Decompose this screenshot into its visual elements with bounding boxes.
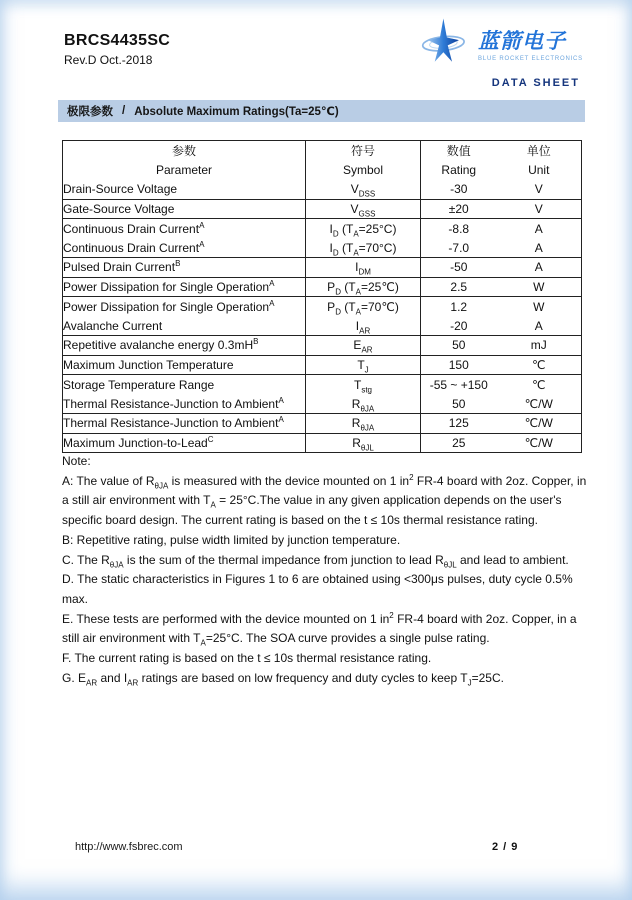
table-header-row-en: [63, 160, 582, 180]
table-header-row-zh: [63, 141, 582, 161]
revision-date: Rev.D Oct.-2018: [64, 53, 153, 67]
table-row: [63, 277, 582, 297]
note-line: A: The value of $R_{\theta JA}$ is measured with the device mounted on 1 $in^2$ FR-4 board with 2oz. Copper, in a still air environment with $T_A = 25^\circ C.The$ value in any given application depends on the user's specific board design. The current rating is based on the t ≤ 10s thermal resistance rating.: [62, 472, 587, 528]
doc-type-label: DATA SHEET: [491, 77, 580, 89]
cell-rating: -7.0: [421, 238, 497, 258]
cell-symbol: $V_{GSS}$: [306, 199, 421, 219]
cell-symbol: $T_{stg}$: [306, 375, 421, 395]
cell-unit: A: [497, 258, 582, 278]
cell-unit: A: [497, 316, 582, 336]
note-line: B: Repetitive rating, pulse width limited by junction temperature.: [62, 532, 401, 547]
brand-logo-top: [420, 16, 583, 71]
cell-unit: V: [497, 199, 582, 219]
brand-name-cn: 蓝箭电子: [478, 30, 566, 53]
cell-parameter: Continuous Drain Current$^A$: [63, 219, 306, 239]
cell-rating: 150: [421, 355, 497, 375]
cell-rating: 25: [452, 435, 466, 450]
cell-parameter: Continuous Drain Current$^A$: [63, 238, 306, 258]
cell-parameter: Avalanche Current: [63, 316, 306, 336]
page-number: 2 / 9: [492, 841, 519, 853]
cell-symbol: $E_{AR}$: [306, 336, 421, 356]
brand-logo: [420, 16, 583, 89]
cell-parameter: Maximum Junction-to-Lead$^C$: [63, 433, 306, 453]
part-number: BRCS4435SC: [64, 32, 171, 49]
col-header-rating-zh: 数值: [446, 143, 471, 158]
cell-unit: A: [534, 221, 543, 236]
cell-rating: ±20: [421, 199, 497, 219]
table-row: [63, 414, 582, 434]
cell-symbol: $R_{\theta JA}$: [306, 414, 421, 434]
col-header-rating-en: Rating: [441, 162, 477, 177]
note-line: G. $E_{AR}$ and $I_{AR}$ ratings are based on low frequency and duty cycles to keep $T_J=25C$.: [62, 670, 504, 688]
cell-rating: 125: [421, 414, 497, 434]
cell-unit: A: [497, 238, 582, 258]
cell-symbol: $R_{\theta JL}$: [306, 433, 421, 453]
table-row: [63, 316, 582, 336]
cell-symbol: $V_{DSS}$: [306, 180, 421, 200]
cell-rating: -20: [421, 316, 497, 336]
cell-rating: -55 ~ +150: [429, 377, 488, 392]
table-row: [63, 180, 582, 200]
cell-unit: ℃: [497, 355, 582, 375]
cell-rating: -50: [421, 258, 497, 278]
cell-rating: -8.8: [448, 221, 470, 236]
cell-symbol: $I_{AR}$: [306, 316, 421, 336]
cell-symbol: $P_D$ $(T_A=70℃)$: [306, 297, 421, 317]
note-line: D. The static characteristics in Figures 1 to 6 are obtained using <300μs pulses, duty cycle 0.5% max.: [62, 572, 573, 606]
cell-rating: 50: [421, 394, 497, 414]
cell-parameter: Thermal Resistance-Junction to Ambient$^A$: [63, 394, 306, 414]
ratings-table: [62, 140, 582, 453]
cell-symbol: $R_{\theta JA}$: [306, 394, 421, 414]
notes-section: [62, 452, 587, 688]
cell-unit: mJ: [497, 336, 582, 356]
doc-header: [64, 32, 170, 67]
cell-rating: 50: [421, 336, 497, 356]
cell-parameter: Gate-Source Voltage: [63, 199, 306, 219]
table-row: [63, 355, 582, 375]
section-title-en: Absolute Maximum Ratings(Ta=25℃): [134, 106, 339, 118]
col-header-parameter-en: Parameter: [63, 160, 306, 180]
rocket-star-icon: [420, 16, 472, 71]
table-row: [63, 258, 582, 278]
cell-parameter: Storage Temperature Range: [63, 375, 306, 395]
footer-url-link[interactable]: http://www.fsbrec.com: [75, 841, 183, 853]
cell-parameter: Thermal Resistance-Junction to Ambient$^A$: [63, 414, 306, 434]
cell-unit: ℃/W: [497, 394, 582, 414]
brand-name-en: BLUE ROCKET ELECTRONICS: [478, 56, 583, 62]
col-header-unit-en: Unit: [528, 162, 550, 177]
cell-unit: ℃/W: [497, 414, 582, 434]
cell-rating: 1.2: [450, 299, 468, 314]
cell-parameter: Power Dissipation for Single Operation$^A$: [63, 297, 306, 317]
brand-text: [478, 25, 583, 62]
cell-parameter: Power Dissipation for Single Operation$^A$: [63, 277, 306, 297]
table-row: [63, 375, 582, 395]
cell-symbol: $I_D$ $(T_A=70^\circ C)$: [306, 238, 421, 258]
cell-symbol: $I_{DM}$: [306, 258, 421, 278]
cell-parameter: Pulsed Drain Current$^B$: [63, 258, 306, 278]
col-header-unit-zh: 单位: [526, 143, 551, 158]
col-header-symbol-zh: 符号: [306, 141, 421, 161]
cell-parameter: Maximum Junction Temperature: [63, 355, 306, 375]
cell-rating: 2.5: [421, 277, 497, 297]
table-row: [63, 394, 582, 414]
note-line: C. The $R_{\theta JA}$ is the sum of the thermal impedance from junction to lead $R_{\theta JL}$ and lead to ambient.: [62, 552, 569, 569]
cell-unit: ℃: [532, 377, 546, 392]
table-row: [63, 433, 582, 453]
cell-rating: -30: [421, 180, 497, 200]
col-header-symbol-en: Symbol: [306, 160, 421, 180]
col-header-parameter-zh: 参数: [63, 141, 306, 161]
table-row: [63, 238, 582, 258]
note-line: F. The current rating is based on the t ≤ 10s thermal resistance rating.: [62, 651, 432, 666]
table-row: [63, 199, 582, 219]
note-line: E. These tests are performed with the device mounted on 1 $in^2$ FR-4 board with 2oz. Copper, in a still air environment with $T_A=25^\circ C$. The SOA curve provides a single pulse rating.: [62, 610, 577, 648]
cell-symbol: $P_D$ $(T_A=25℃)$: [306, 277, 421, 297]
cell-unit: V: [497, 180, 582, 200]
cell-symbol: $I_D$ $(T_A=25^\circ C)$: [306, 219, 421, 239]
cell-parameter: Drain-Source Voltage: [63, 180, 306, 200]
cell-unit: W: [533, 299, 545, 314]
ratings-table-body: [63, 141, 582, 453]
table-row: [63, 336, 582, 356]
cell-symbol: $T_J$: [306, 355, 421, 375]
table-row: [63, 219, 582, 239]
section-title-separator: /: [122, 105, 126, 117]
table-row: [63, 297, 582, 317]
section-title-zh: 极限参数: [67, 106, 113, 118]
cell-parameter: Repetitive avalanche energy $0.3mH^B$: [63, 336, 306, 356]
section-header-band: [58, 100, 585, 122]
note-line: Note:: [62, 454, 91, 468]
cell-unit: W: [497, 277, 582, 297]
cell-unit: ℃/W: [524, 435, 553, 450]
